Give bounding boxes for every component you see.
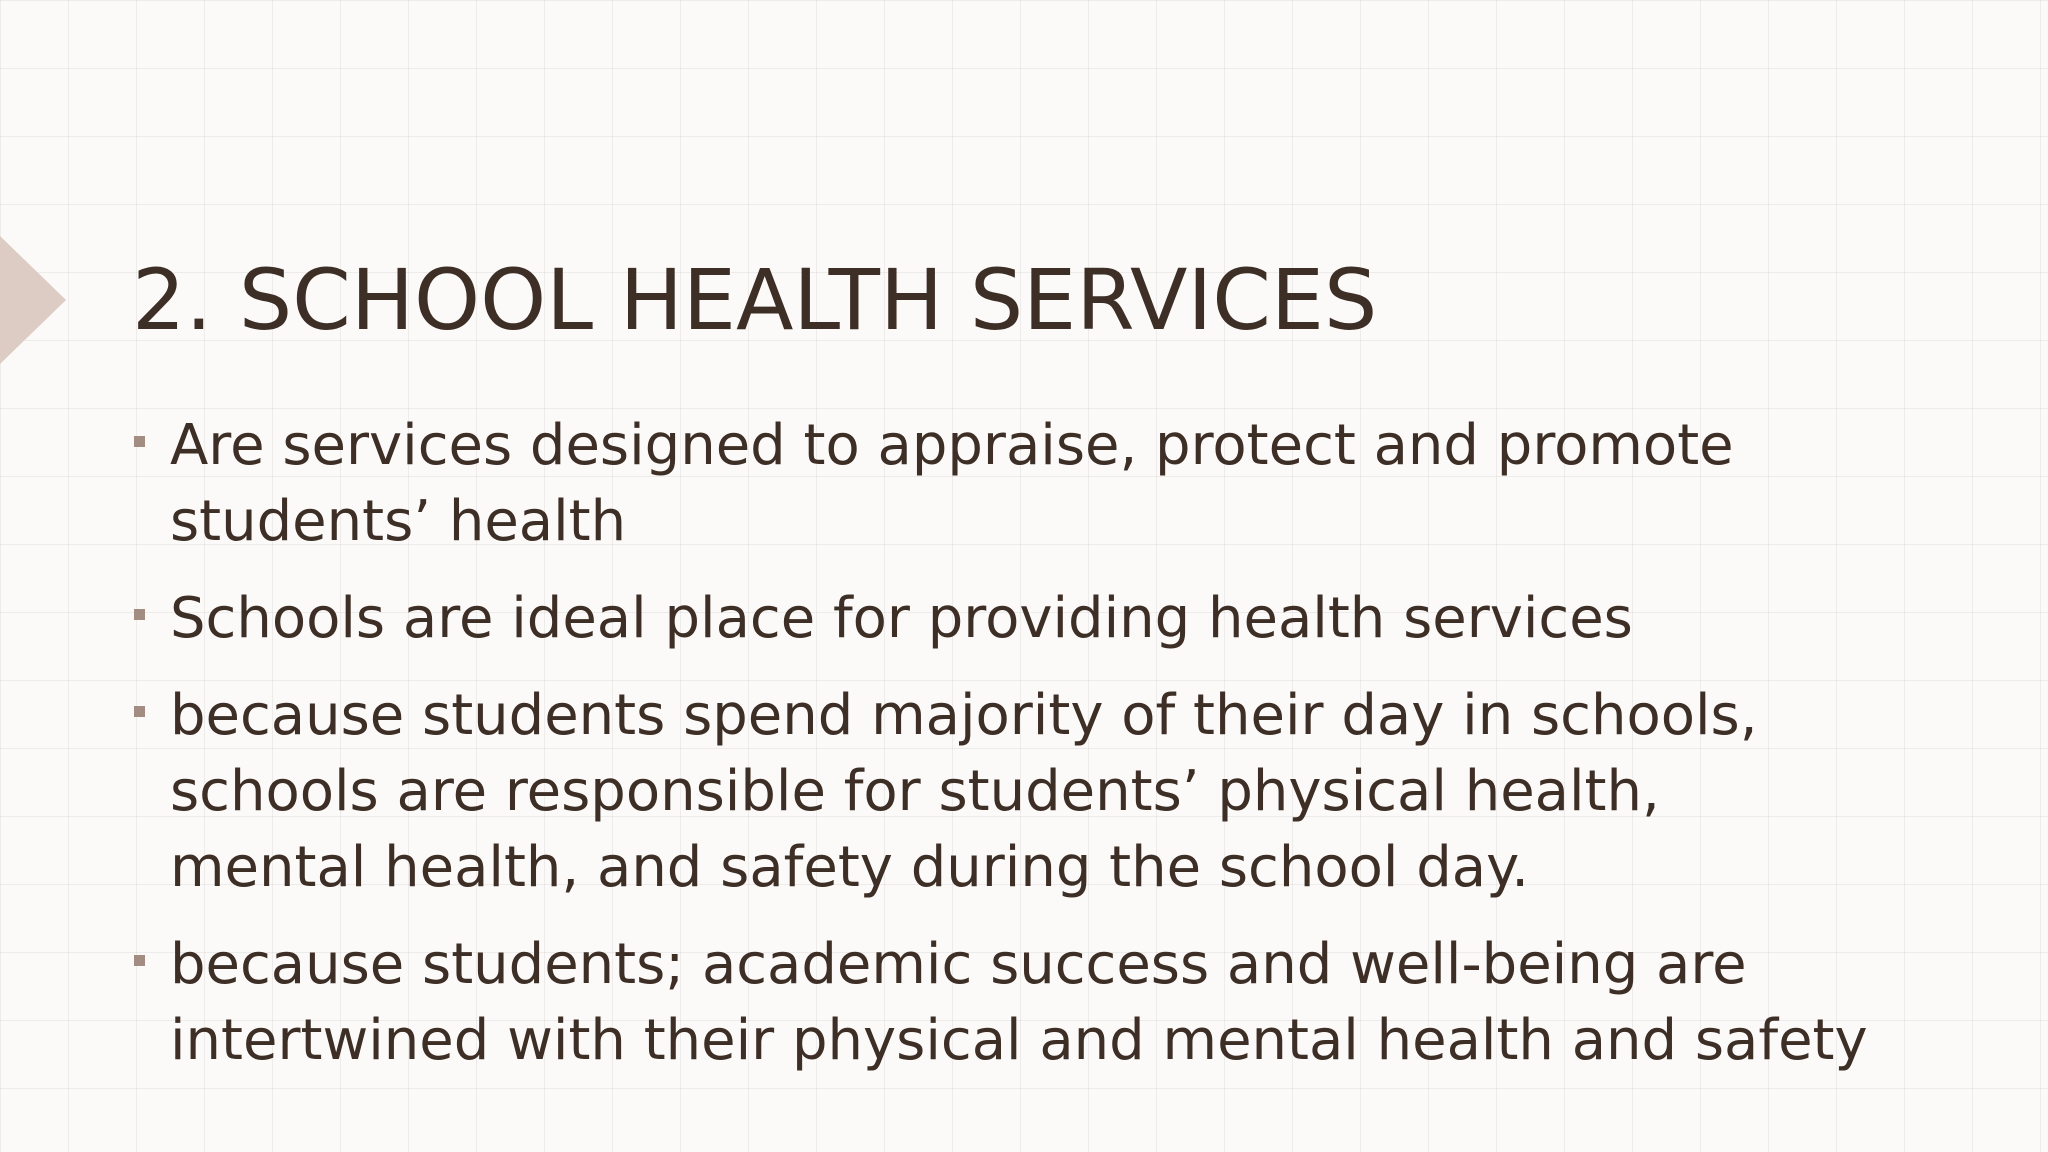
bullet-marker-icon	[134, 609, 145, 620]
bullet-text: because students spend majority of their day in schools, schools are responsible for students’ physical health, mental health, and safety during the school day.	[170, 683, 1758, 900]
accent-arrow-shape	[0, 236, 66, 364]
bullet-text: Schools are ideal place for providing health services	[170, 586, 1633, 651]
bullet-text: because students; academic success and well-being are intertwined with their physical and mental health and safety	[170, 932, 1868, 1073]
slide-title: 2. SCHOOL HEALTH SERVICES	[132, 251, 1378, 349]
bullet-item	[132, 927, 1872, 1079]
bullet-item	[132, 408, 1872, 560]
bullet-list	[132, 408, 1872, 1100]
bullet-marker-icon	[134, 436, 145, 447]
bullet-item	[132, 581, 1872, 657]
bullet-text: Are services designed to appraise, protect and promote students’ health	[170, 413, 1734, 554]
bullet-item	[132, 678, 1872, 906]
bullet-marker-icon	[134, 955, 145, 966]
bullet-marker-icon	[134, 706, 145, 717]
